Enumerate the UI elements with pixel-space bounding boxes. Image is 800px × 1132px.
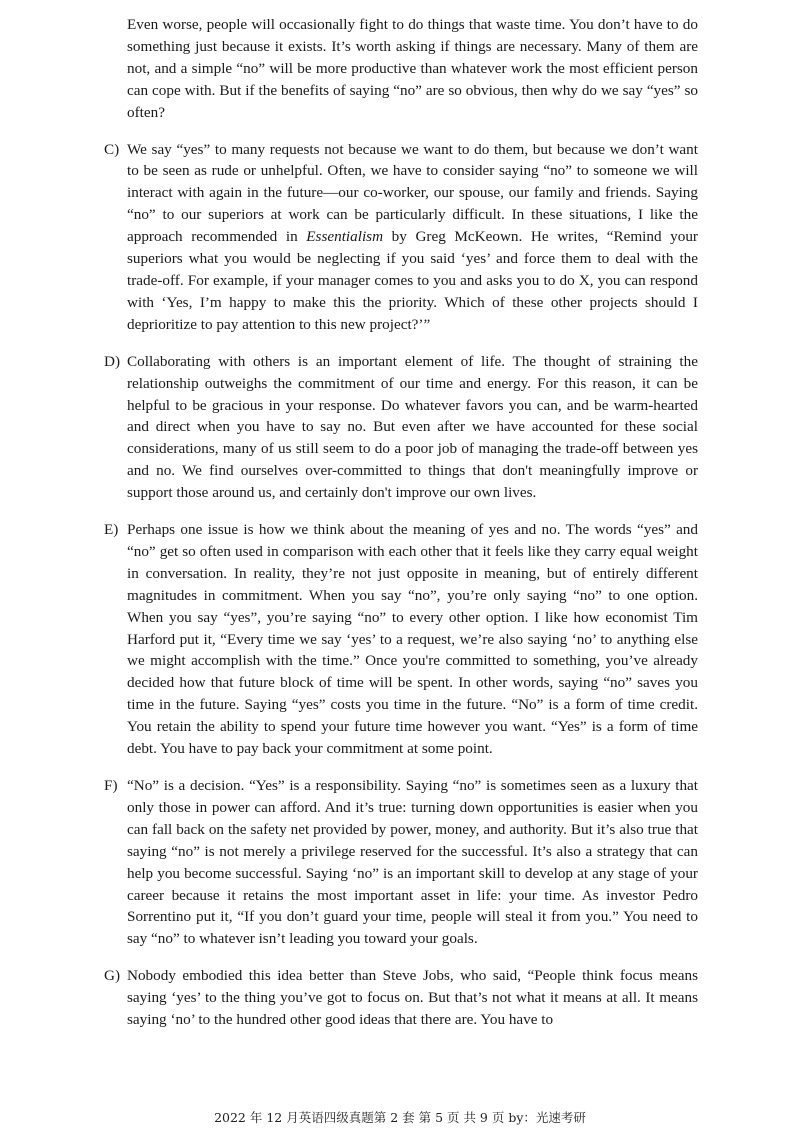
paragraph-c-text-before: We say “yes” to many requests not because we want to do them, but because we don’t want to be seen as rude or unhelpful. Often, we have to consider saying “no” to someone we will interact with again in the future—our co-worker, our spouse, our family and friends. Saying “no” to our superiors at work can be particularly difficult. In these situations, I like the approach recommended in — [127, 140, 698, 246]
paragraph-c-text — [127, 139, 698, 336]
paragraph-b-text: Even worse, people will occasionally fight to do things that waste time. You don’t have to do something just because it exists. It’s worth asking if things are necessary. Many of them are not, and a simple “no” will be more productive than whatever work the most efficient person can cope with. But if the benefits of saying “no” are so obvious, then why do we say “yes” so often? — [127, 16, 698, 121]
page-footer: 2022 年 12 月英语四级真题第 2 套 第 5 页 共 9 页 by：光速考研 — [214, 1110, 586, 1125]
paragraph-c-text-after: by Greg McKeown. He writes, “Remind your superiors what you would be neglecting if you said ‘yes’ and force them to deal with the trade-off. For example, if your manager comes to you and asks you to do X, you can respond with ‘Yes, I’m happy to make this the priority. Which of these other projects should I deprioritize to pay attention to this new project?’” — [127, 228, 698, 333]
paragraph-e-letter: E) — [104, 521, 119, 539]
paragraph-e — [104, 519, 698, 760]
paragraph-g-letter: G) — [104, 967, 121, 985]
book-title-essentialism: Essentialism — [306, 228, 384, 246]
paragraph-g-text: Nobody embodied this idea better than Steve Jobs, who said, “People think focus means saying ‘yes’ to the thing you’ve got to focus on. But that’s not what it means at all. It means saying ‘no’ to the hundred other good ideas that there are. You have to — [127, 967, 698, 1029]
paragraph-d-text: Collaborating with others is an important element of life. The thought of straining the relationship outweighs the commitment of our time and energy. For this reason, it can be helpful to be gracious in your response. Do whatever favors you can, and be warm-hearted and direct when you have to say no. But even after we have accounted for these social considerations, many of us still seem to do a poor job of managing the trade-off between yes and no. We find ourselves over-committed to things that don't meaningfully improve or support those around us, and certainly don't improve our own lives. — [127, 352, 698, 502]
paragraph-g — [104, 965, 698, 1031]
paragraph-f — [104, 775, 698, 950]
reading-passage — [104, 14, 698, 1046]
paragraph-e-text: Perhaps one issue is how we think about the meaning of yes and no. The words “yes” and “no” get so often used in comparison with each other that it feels like they carry equal weight in conversation. In reality, they’re not just opposite in meaning, but of entirely different magnitudes in commitment. When you say “no”, you’re only saying “no” to one option. When you say “yes”, you’re saying “no” to every other option. I like how economist Tim Harford put it, “Every time we say ‘yes’ to a request, we’re also saying ‘no’ to anything else we might accomplish with the time.” Once you're committed to something, you’ve already decided how that future block of time will be spent. In other words, saying “no” saves you time in the future. Saying “yes” costs you time in the future. “No” is a form of time credit. You retain the ability to spend your future time however you want. “Yes” is a form of time debt. You have to pay back your commitment at some point. — [127, 521, 698, 758]
paragraph-f-text: “No” is a decision. “Yes” is a responsibility. Saying “no” is sometimes seen as a luxury that only those in power can afford. And it’s true: turning down opportunities is easier when you can fall back on the safety net provided by power, money, and authority. But it’s also true that saying “no” is not merely a privilege reserved for the successful. It’s also a strategy that can help you become successful. Saying ‘no” is an important skill to develop at any stage of your career because it retains the most important asset in life: your time. As investor Pedro Sorrentino put it, “If you don’t guard your time, people will steal it from you.” You need to say “no” to whatever isn’t leading you toward your goals. — [127, 777, 698, 948]
paragraph-d — [104, 351, 698, 504]
paragraph-c-letter: C) — [104, 140, 120, 158]
paragraph-d-letter: D) — [104, 352, 121, 370]
paragraph-b-continuation — [104, 14, 698, 124]
paragraph-c — [104, 139, 698, 336]
paragraph-f-letter: F) — [104, 777, 118, 794]
